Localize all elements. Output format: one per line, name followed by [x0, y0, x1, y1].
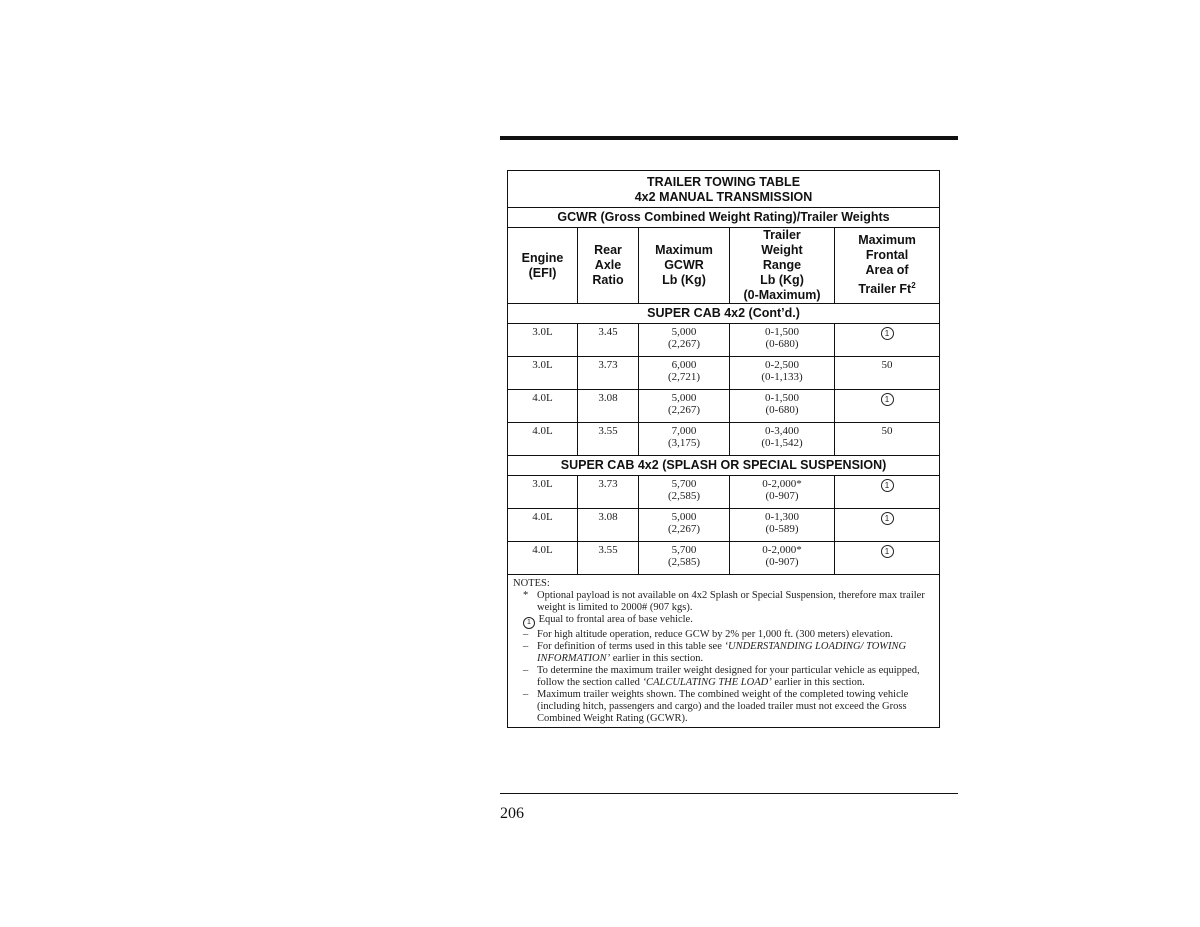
note-altitude-text: For high altitude operation, reduce GCW by 2% per 1,000 ft. (300 meters) elevation. — [537, 629, 893, 640]
trailer-towing-table — [507, 170, 940, 728]
col-header-frontal-l3: Area of — [865, 263, 909, 278]
cell-axle-ratio-text: 3.55 — [598, 544, 618, 556]
cell-trailer-weight — [730, 357, 835, 390]
cell-max-gcwr-text: (2,267) — [667, 523, 701, 535]
notes — [508, 575, 940, 728]
note-dash: – — [523, 689, 529, 700]
circled-one-icon: 1 — [881, 512, 894, 525]
note-determine — [513, 665, 935, 689]
notes-heading: NOTES: — [513, 578, 550, 589]
note-determine-post: earlier in this section. — [771, 677, 865, 688]
cell-max-gcwr-text: (2,585) — [667, 490, 701, 502]
section-title: SUPER CAB 4x2 (SPLASH OR SPECIAL SUSPENSION) — [508, 456, 940, 476]
cell-max-gcwr-text: 7,000 — [671, 425, 697, 437]
note-dash: – — [523, 629, 529, 640]
cell-trailer-weight-text: 0-1,300 — [765, 511, 799, 523]
col-header-axle — [578, 228, 639, 304]
cell-frontal-area-text — [835, 511, 939, 525]
col-header-trailer-l4: Lb (Kg) — [760, 273, 804, 287]
table-row — [508, 542, 940, 575]
cell-trailer-weight-text: (0-680) — [765, 404, 799, 416]
col-header-frontal-l4-text: Trailer Ft — [858, 282, 912, 297]
cell-max-gcwr-text: 5,000 — [671, 326, 697, 338]
cell-trailer-weight — [730, 423, 835, 456]
cell-engine — [508, 357, 578, 390]
col-header-gcwr-l3: Lb (Kg) — [662, 273, 706, 287]
cell-frontal-area-text — [835, 544, 939, 558]
cell-trailer-weight-text: 0-1,500 — [765, 326, 799, 338]
cell-trailer-weight-text: 0-2,000* — [762, 478, 802, 490]
cell-trailer-weight-text: 0-1,500 — [765, 392, 799, 404]
table-title-line1: TRAILER TOWING TABLE — [647, 175, 801, 189]
note-definition-em: ‘UNDERSTANDING LOADING/ TOWING INFORMATION’ — [537, 641, 907, 664]
cell-trailer-weight — [730, 509, 835, 542]
col-header-trailer-l5: (0-Maximum) — [743, 288, 821, 302]
cell-max-gcwr — [639, 390, 730, 423]
col-header-axle-l3: Ratio — [592, 273, 624, 287]
cell-engine — [508, 423, 578, 456]
col-header-trailer-l2: Weight — [761, 243, 803, 257]
note-determine-em: ‘CALCULATING THE LOAD’ — [642, 677, 772, 688]
col-header-trailer — [730, 228, 835, 304]
col-header-trailer-l1: Trailer — [763, 228, 801, 242]
cell-max-gcwr-text: (2,267) — [667, 338, 701, 350]
note-maximum — [513, 689, 935, 725]
cell-max-gcwr-text: (3,175) — [667, 437, 701, 449]
note-star — [513, 590, 935, 614]
cell-axle-ratio-text: 3.73 — [598, 478, 618, 490]
top-rule — [500, 136, 958, 140]
col-header-frontal-l2: Frontal — [865, 248, 909, 263]
cell-engine-text: 3.0L — [532, 478, 553, 490]
cell-frontal-area — [835, 357, 940, 390]
cell-frontal-area-text: 50 — [881, 359, 893, 371]
cell-engine — [508, 476, 578, 509]
table-title-line2: 4x2 MANUAL TRANSMISSION — [634, 190, 813, 204]
note-definition — [513, 641, 935, 665]
cell-frontal-area-text: 50 — [881, 425, 893, 437]
cell-engine-text: 4.0L — [532, 392, 553, 404]
cell-max-gcwr — [639, 357, 730, 390]
section-title: SUPER CAB 4x2 (Cont’d.) — [508, 304, 940, 324]
cell-axle-ratio — [578, 390, 639, 423]
cell-max-gcwr-text: 6,000 — [671, 359, 697, 371]
cell-axle-ratio — [578, 509, 639, 542]
cell-max-gcwr — [639, 324, 730, 357]
cell-trailer-weight — [730, 390, 835, 423]
cell-trailer-weight-text: (0-907) — [765, 490, 799, 502]
col-header-frontal-sup: 2 — [911, 281, 916, 291]
cell-frontal-area — [835, 509, 940, 542]
circled-one-icon: 1 — [881, 545, 894, 558]
table-row — [508, 509, 940, 542]
cell-max-gcwr — [639, 509, 730, 542]
note-star-mark: * — [523, 590, 529, 601]
cell-trailer-weight — [730, 542, 835, 575]
cell-frontal-area — [835, 476, 940, 509]
col-header-axle-l1: Rear — [594, 243, 622, 257]
cell-trailer-weight-text: (0-680) — [765, 338, 799, 350]
col-header-axle-l2: Axle — [594, 258, 622, 272]
table-row — [508, 357, 940, 390]
col-header-frontal-l4 — [835, 278, 939, 297]
page-number: 206 — [500, 805, 524, 822]
note-dash: – — [523, 665, 529, 676]
cell-max-gcwr-text: 5,000 — [671, 392, 697, 404]
col-header-gcwr — [639, 228, 730, 304]
col-header-gcwr-l2: GCWR — [664, 258, 704, 272]
cell-frontal-area-text — [835, 392, 939, 406]
note-circle — [513, 614, 935, 629]
circled-one-icon: 1 — [881, 393, 894, 406]
cell-trailer-weight-text: (0-1,133) — [761, 371, 803, 383]
note-determine-pre: To determine the maximum trailer weight designed for your particular vehicle as equipped, follow the section called — [537, 665, 920, 688]
cell-axle-ratio — [578, 324, 639, 357]
cell-axle-ratio — [578, 423, 639, 456]
cell-max-gcwr-text: 5,700 — [671, 544, 697, 556]
cell-engine — [508, 324, 578, 357]
table-row — [508, 423, 940, 456]
table-subtitle: GCWR (Gross Combined Weight Rating)/Trailer Weights — [508, 208, 940, 228]
cell-trailer-weight — [730, 324, 835, 357]
circled-one-icon: 1 — [881, 327, 894, 340]
note-circle-text: Equal to frontal area of base vehicle. — [538, 614, 693, 625]
note-star-text: Optional payload is not available on 4x2 Splash or Special Suspension, therefore max trailer weight is limited to 2000# (907 kgs). — [537, 590, 925, 613]
cell-engine-text: 3.0L — [532, 359, 553, 371]
note-maximum-text: Maximum trailer weights shown. The combined weight of the completed towing vehicle (including hitch, passengers and cargo) and the loaded trailer must not exceed the Gross Combined Weight Rating (GCWR). — [537, 689, 909, 724]
cell-engine — [508, 390, 578, 423]
note-altitude — [513, 629, 935, 641]
cell-trailer-weight-text: (0-589) — [765, 523, 799, 535]
cell-engine-text: 4.0L — [532, 511, 553, 523]
cell-engine-text: 3.0L — [532, 326, 553, 338]
cell-axle-ratio-text: 3.55 — [598, 425, 618, 437]
circled-one-icon: 1 — [523, 617, 535, 629]
cell-frontal-area-text — [835, 326, 939, 340]
table-title — [508, 171, 940, 208]
cell-frontal-area — [835, 324, 940, 357]
cell-axle-ratio — [578, 357, 639, 390]
note-definition-pre: For definition of terms used in this table see — [537, 641, 725, 652]
cell-max-gcwr — [639, 423, 730, 456]
cell-engine-text: 4.0L — [532, 425, 553, 437]
cell-trailer-weight-text: (0-907) — [765, 556, 799, 568]
cell-trailer-weight-text: 0-2,000* — [762, 544, 802, 556]
cell-axle-ratio — [578, 476, 639, 509]
cell-max-gcwr-text: (2,721) — [667, 371, 701, 383]
cell-max-gcwr — [639, 476, 730, 509]
cell-axle-ratio-text: 3.08 — [598, 511, 618, 523]
col-header-trailer-l3: Range — [762, 258, 802, 272]
col-header-frontal — [835, 228, 940, 304]
col-header-gcwr-l1: Maximum — [655, 243, 713, 257]
cell-trailer-weight-text: 0-3,400 — [765, 425, 799, 437]
table-row — [508, 324, 940, 357]
cell-axle-ratio-text: 3.45 — [598, 326, 618, 338]
table-row — [508, 390, 940, 423]
cell-trailer-weight — [730, 476, 835, 509]
cell-trailer-weight-text: 0-2,500 — [765, 359, 799, 371]
col-header-engine — [508, 228, 578, 304]
cell-engine-text: 4.0L — [532, 544, 553, 556]
cell-max-gcwr-text: 5,000 — [671, 511, 697, 523]
cell-max-gcwr — [639, 542, 730, 575]
note-dash: – — [523, 641, 529, 652]
cell-trailer-weight-text: (0-1,542) — [761, 437, 803, 449]
note-definition-post: earlier in this section. — [610, 653, 704, 664]
cell-frontal-area — [835, 423, 940, 456]
cell-frontal-area — [835, 390, 940, 423]
circled-one-icon: 1 — [881, 479, 894, 492]
cell-frontal-area — [835, 542, 940, 575]
cell-engine — [508, 542, 578, 575]
cell-engine — [508, 509, 578, 542]
bottom-rule — [500, 793, 958, 794]
table-row — [508, 476, 940, 509]
cell-axle-ratio-text: 3.73 — [598, 359, 618, 371]
cell-max-gcwr-text: 5,700 — [671, 478, 697, 490]
col-header-engine-l1: Engine — [521, 250, 564, 265]
col-header-engine-l2: (EFI) — [528, 265, 557, 280]
col-header-frontal-l1: Maximum — [858, 233, 916, 248]
cell-frontal-area-text — [835, 478, 939, 492]
cell-axle-ratio — [578, 542, 639, 575]
cell-max-gcwr-text: (2,585) — [667, 556, 701, 568]
cell-max-gcwr-text: (2,267) — [667, 404, 701, 416]
cell-axle-ratio-text: 3.08 — [598, 392, 618, 404]
